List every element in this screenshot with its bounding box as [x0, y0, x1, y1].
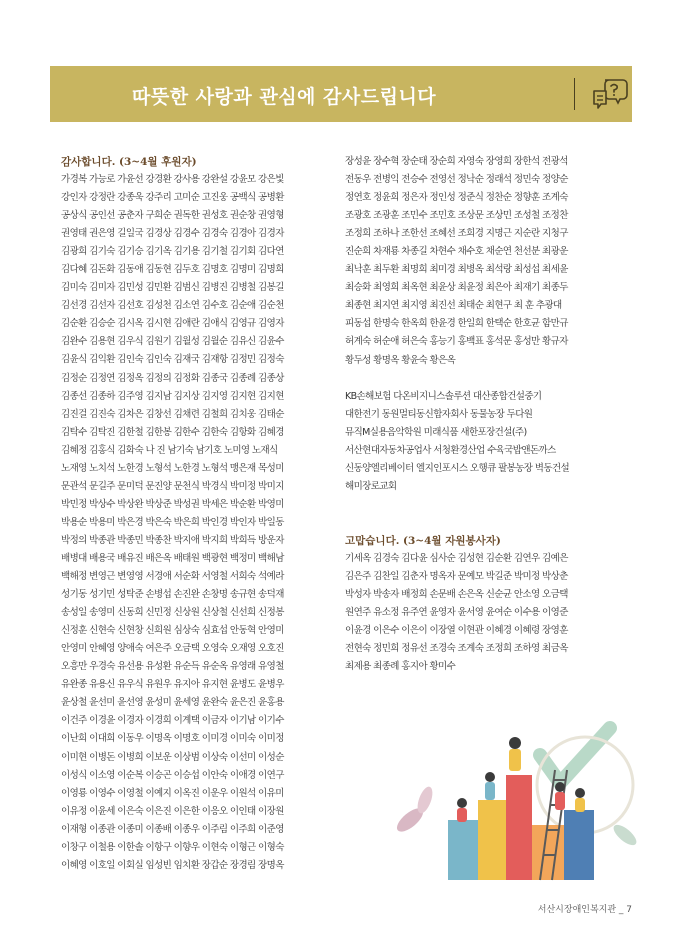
name-list-line: 서산현대자동차공업사 서청환경산업 수육국밥앤돈까스 — [345, 444, 556, 456]
name-list-line: 최종현 최지연 최지영 최진선 최태순 최현구 최 훈 추광대 — [345, 300, 562, 312]
name-list-line: 이미현 이병돈 이병희 이보운 이상범 이상숙 이선미 이성순 — [61, 751, 284, 763]
name-list-line: 뮤직M실용음악학원 미래식품 새한포장건설(주) — [345, 426, 527, 438]
donor-list-right — [345, 153, 617, 676]
name-list-line: 최제용 최종례 홍지아 황미수 — [345, 661, 456, 673]
name-list-line: 김진걸 김진숙 김차은 김창선 김채련 김철희 김치웅 김태순 — [61, 408, 284, 420]
name-list-line: 박성자 박송자 배정희 손문배 손은옥 신순균 안소영 오금택 — [345, 588, 568, 600]
name-list-line: 박정의 박종관 박종민 박종찬 박지애 박지희 박희득 방운자 — [61, 534, 284, 546]
name-list-line: 박용순 박용미 박은경 박은숙 박은희 박인경 박인자 박일동 — [61, 516, 284, 528]
donor-lines-right — [345, 153, 617, 370]
name-list-line: 김완수 김용현 김우식 김원기 김월성 김월순 김유신 김윤수 — [61, 336, 284, 348]
name-list-line: 배병대 배용국 배유진 배은옥 배태원 백광현 백정미 백해남 — [61, 552, 284, 564]
donor-list-left — [61, 153, 331, 875]
name-list-line: 이창구 이철용 이한솔 이항구 이향우 이현숙 이형근 이형숙 — [61, 841, 284, 853]
volunteers-heading: 고맙습니다. (3~4월 자원봉사자) — [345, 534, 501, 547]
donors-heading: 감사합니다. (3~4월 후원자) — [61, 156, 197, 168]
name-list-line: 김선경 김선자 김선호 김성천 김소연 김수호 김순애 김순천 — [61, 300, 284, 312]
teamwork-illustration — [390, 715, 640, 885]
banner-divider — [574, 78, 575, 110]
page-footer: 서산시장애인복지관 _ 7 — [537, 905, 632, 915]
name-list-line: 진순희 차재룡 차종길 차현수 채수호 채순연 천선분 최광운 — [345, 246, 568, 258]
name-list-line: 김은주 김찬일 김춘자 명옥자 문예모 박길준 박미정 박상춘 — [345, 570, 568, 582]
name-list-line: 피동섭 한명숙 한옥희 한윤경 한일희 한택순 한호균 함만규 — [345, 318, 568, 330]
title-banner — [50, 66, 632, 122]
name-list-line: 김정순 김정연 김정옥 김정의 김정화 김종국 김종례 김종상 — [61, 372, 284, 384]
name-list-line: 공상식 공인선 공춘자 구희순 권독한 권성호 권순창 권영형 — [61, 210, 284, 222]
name-list-line: 김탁수 김탁진 김한철 김한봉 김한수 김한숙 김항화 김혜경 — [61, 426, 284, 438]
name-list-line: 김순환 김승순 김시옥 김시현 김애란 김애식 김영규 김영자 — [61, 318, 284, 330]
name-list-line: 이영룡 이영수 이영철 이예지 이옥진 이운우 이원석 이유미 — [61, 787, 284, 799]
name-list-line: 노재영 노치석 노한경 노형석 노한경 노형석 맹은재 목성미 — [61, 462, 284, 474]
name-list-line: 신동양엘리베이터 엘지인포시스 오행큐 팔봉농장 벽동건설 — [345, 462, 570, 474]
name-list-line: 전동우 전병익 전승수 전영선 정낙순 정래석 정민숙 정양순 — [345, 174, 568, 186]
name-list-line: 이윤경 이은수 이은이 이장열 이현관 이혜경 이혜령 장영훈 — [345, 625, 568, 637]
name-list-line: 이혜영 이호일 이회실 임성빈 임치환 장갑순 장경림 장명옥 — [61, 859, 284, 871]
name-list-line: 김다혜 김돈화 김동애 김동현 김두호 김명호 김명미 김명희 — [61, 264, 284, 276]
name-list-line: 신정훈 신현숙 신현창 신희원 심상숙 심효섭 안동혁 안영미 — [61, 625, 284, 637]
name-list-line: 조광호 조광훈 조민수 조민호 조상문 조상민 조성철 조정찬 — [345, 210, 568, 222]
name-list-line: 이유정 이윤세 이은숙 이은진 이은한 이응오 이인태 이장원 — [61, 805, 284, 817]
name-list-line: 강인자 강정란 강종욱 강주리 고미순 고진웅 공백식 공병환 — [61, 192, 284, 204]
name-list-line: KB손해보험 다온비지니스솔루션 대산종합건설중기 — [345, 390, 542, 402]
donor-lines-left — [61, 171, 331, 875]
name-list-line: 김혜정 김홍식 김화숙 나 진 남기숙 남기호 노미영 노재식 — [61, 444, 278, 456]
name-list-line: 정연호 정윤희 정은자 정인성 정준식 정찬순 정향훈 조계숙 — [345, 192, 568, 204]
name-list-line: 송성일 송영미 신동희 신민정 신상원 신상철 신선희 신정봉 — [61, 607, 284, 619]
name-list-line: 문관석 문길주 문미덕 문진양 문천식 박경식 박미정 박미지 — [61, 480, 284, 492]
name-list-line: 최낙훈 최두환 최명희 최미경 최병옥 최석랑 최성섭 최세윤 — [345, 264, 568, 276]
page-title: 따뜻한 사랑과 관심에 감사드립니다 — [132, 86, 437, 108]
name-list-line: 박민정 박상수 박상완 박상준 박성권 박세은 박순환 박영미 — [61, 498, 284, 510]
name-list-line: 김종선 김종하 김주영 김지남 김지상 김지영 김지현 김지현 — [61, 390, 284, 402]
name-list-line: 김광희 김기숙 김기승 김기옥 김기용 김기철 김기회 김다연 — [61, 246, 284, 258]
name-list-line: 기세옥 김경숙 김다윤 심사순 김성현 김순환 김연우 김예은 — [345, 552, 568, 564]
name-list-line: 원연주 유소정 유주연 윤영자 윤서영 윤여순 이수용 이영준 — [345, 606, 568, 618]
name-list-line: 이건주 이경윤 이경자 이경희 이계택 이금자 이기남 이기수 — [61, 715, 284, 727]
volunteer-lines — [345, 550, 617, 676]
name-list-line: 최승화 최영희 최옥현 최윤상 최윤정 최은아 최재기 최종두 — [345, 282, 568, 294]
name-list-line: 권영태 권은영 길일국 김경상 김경수 김경숙 김경아 김경자 — [61, 228, 284, 240]
name-list-line: 김미숙 김미자 김민성 김민환 김범신 김병진 김병철 김봉길 — [61, 282, 284, 294]
name-list-line: 가경복 가능로 가윤선 강경환 강사용 강완설 강윤모 강은빛 — [61, 174, 284, 185]
name-list-line: 이재형 이종관 이종미 이종배 이종우 이주림 이주희 이준영 — [61, 823, 284, 835]
name-list-line: 황두성 황명옥 황윤숙 황은옥 — [345, 354, 456, 366]
name-list-line: 백해정 변영근 변영영 서경애 서순화 서영철 서희숙 석예라 — [61, 571, 284, 583]
name-list-line: 전현숙 정민희 정유선 조경숙 조계숙 조정희 조하영 최금옥 — [345, 643, 568, 655]
name-list-line: 성기동 성기민 성탁준 손병섭 손진완 손창명 송규현 송덕재 — [61, 589, 284, 601]
name-list-line: 유완종 유용신 유우식 유원우 유지아 유지현 윤병도 윤병우 — [61, 679, 284, 691]
name-list-line: 장성윤 장수혁 장순태 장순희 자영숙 장영희 장한석 전광석 — [345, 156, 568, 167]
organization-donor-lines — [345, 388, 617, 496]
name-list-line: 오흥만 우경숙 유선용 유성환 유순득 유순옥 유영래 유영철 — [61, 661, 284, 673]
chat-question-icon — [590, 74, 630, 114]
name-list-line: 이난희 이대희 이동우 이명옥 이명호 이미경 이미숙 이미정 — [61, 733, 284, 745]
name-list-line: 안영미 안혜영 양애숙 여은주 오금택 오영숙 오재영 오호진 — [61, 643, 284, 655]
name-list-line: 이성식 이소영 이순복 이승곤 이승섭 이안숙 이애경 이연구 — [61, 769, 284, 781]
name-list-line: 윤상철 윤선미 윤선영 윤성미 윤세영 윤완숙 윤은진 윤홍용 — [61, 697, 284, 709]
name-list-line: 조정희 조하나 조한선 조혜선 조희경 지명근 지순란 지청구 — [345, 228, 568, 240]
name-list-line: 허계숙 허순애 허은숙 홍능기 홍백표 홍석문 홍성만 황규자 — [345, 336, 568, 348]
name-list-line: 김윤식 김익환 김인숙 김인숙 김재국 김재항 김정민 김정숙 — [61, 354, 284, 366]
name-list-line: 해미장로교회 — [345, 480, 397, 492]
name-list-line: 대한전기 동원멀티동신합자회사 동물농장 두다원 — [345, 408, 533, 420]
